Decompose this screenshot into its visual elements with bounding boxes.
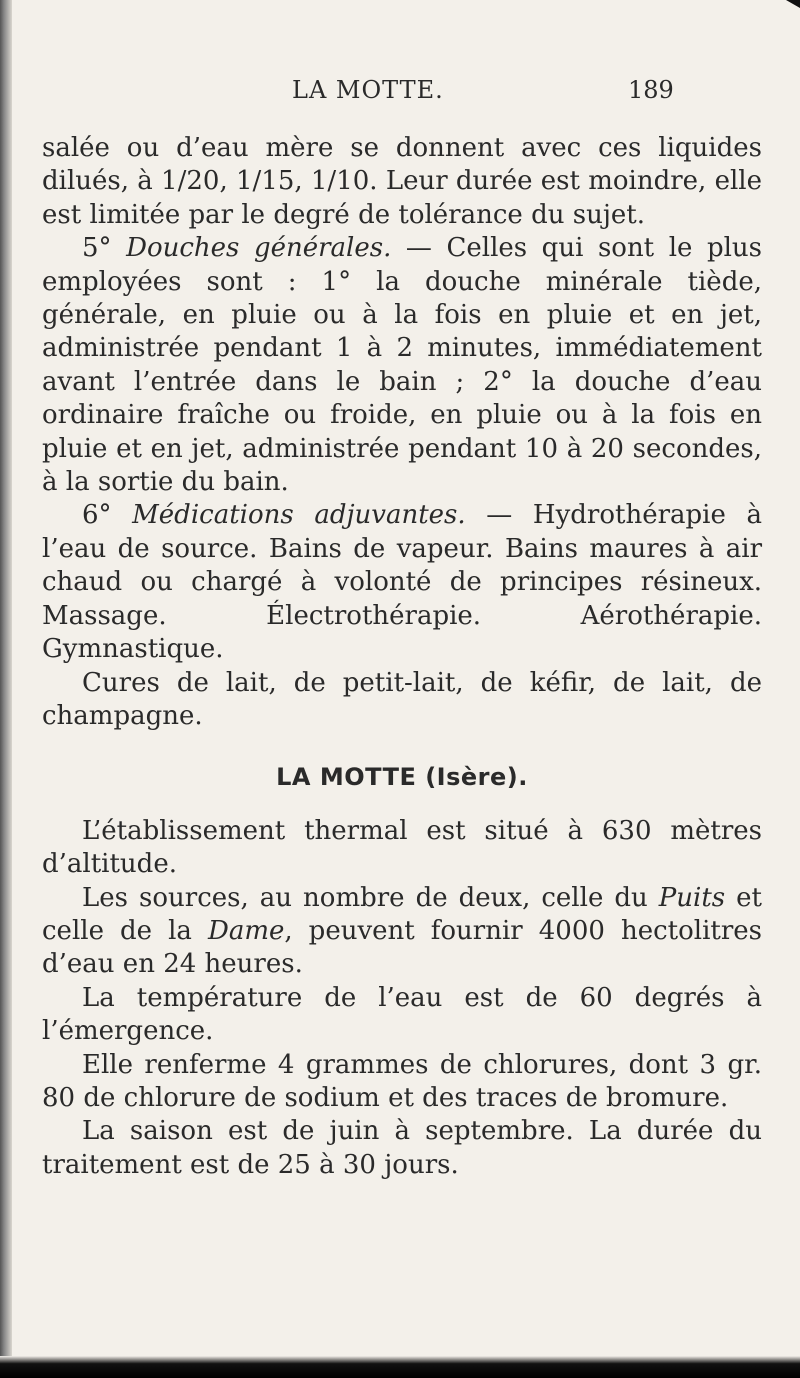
text-run: Elle renferme 4 grammes de chlorures, dont 3 gr. 80 de chlorure de sodium et des traces de bromure. (42, 1049, 762, 1113)
text-run: salée ou d’eau mère se donnent avec ces liquides dilués, à 1/20, 1/15, 1/10. Leur durée est moindre, elle est limitée par le degré de tolérance du sujet. (42, 133, 762, 230)
text-run: La température de l’eau est de 60 degrés à l’émergence. (42, 982, 762, 1047)
paragraph-p7 (42, 982, 762, 1049)
text-run: — Celles qui sont le plus employées sont : 1° la douche minérale tiède, générale, en pluie ou à la fois en pluie et en jet, administrée pendant 1 à 2 minutes, immédiatement avant l’entrée dans le bain ; 2° la douche d’eau ordinaire fraîche ou froide, en pluie ou à la fois en pluie et en jet, administrée pendant 10 à 20 secondes, à la sortie du bain. (42, 233, 762, 498)
paragraph-p3 (42, 499, 762, 666)
italic-run: Dame (207, 915, 285, 946)
italic-run: Médications adjuvantes. (132, 500, 466, 531)
section-heading: LA MOTTE (Isère). (276, 763, 528, 792)
paragraphs-before (42, 132, 762, 733)
book-spine-shadow (0, 0, 12, 1378)
page-number: 189 (628, 76, 674, 104)
text-run: 5° (82, 233, 127, 264)
paragraph-p2 (42, 232, 762, 499)
paragraph-p8 (42, 1049, 762, 1116)
running-head-title: LA MOTTE. (292, 76, 444, 104)
text-run: et celle de la (42, 882, 763, 946)
italic-run: Douches générales. (126, 233, 392, 264)
text-run: L’établissement thermal est situé à 630 mètres d’altitude. (42, 815, 762, 880)
text-run: La saison est de juin à septembre. La durée du traitement est de 25 à 30 jours. (42, 1116, 762, 1180)
italic-run: Puits (658, 882, 726, 913)
paragraph-p5 (42, 815, 762, 882)
paragraph-p1 (42, 132, 762, 232)
running-head (0, 76, 800, 106)
text-run: , peuvent fournir 4000 hectolitres d’eau en 24 heures. (42, 915, 763, 980)
text-run: 6° (82, 500, 133, 531)
paragraph-p4 (42, 667, 762, 734)
paragraph-p6 (42, 882, 762, 982)
text-run: Les sources, au nombre de deux, celle du (82, 882, 659, 913)
page-body (42, 132, 762, 1182)
page-bottom-edge (0, 1356, 800, 1378)
text-run: Cures de lait, de petit-lait, de kéfir, de lait, de champagne. (42, 667, 762, 731)
text-run: — Hydrothérapie à l’eau de source. Bains de vapeur. Bains maures à air chaud ou chargé à volonté de principes résineux. Massage. Électrothérapie. Aérothérapie. Gymnastique. (42, 500, 762, 665)
paragraphs-after (42, 815, 762, 1182)
page-corner-mark (786, 0, 800, 8)
paragraph-p9 (42, 1115, 762, 1182)
